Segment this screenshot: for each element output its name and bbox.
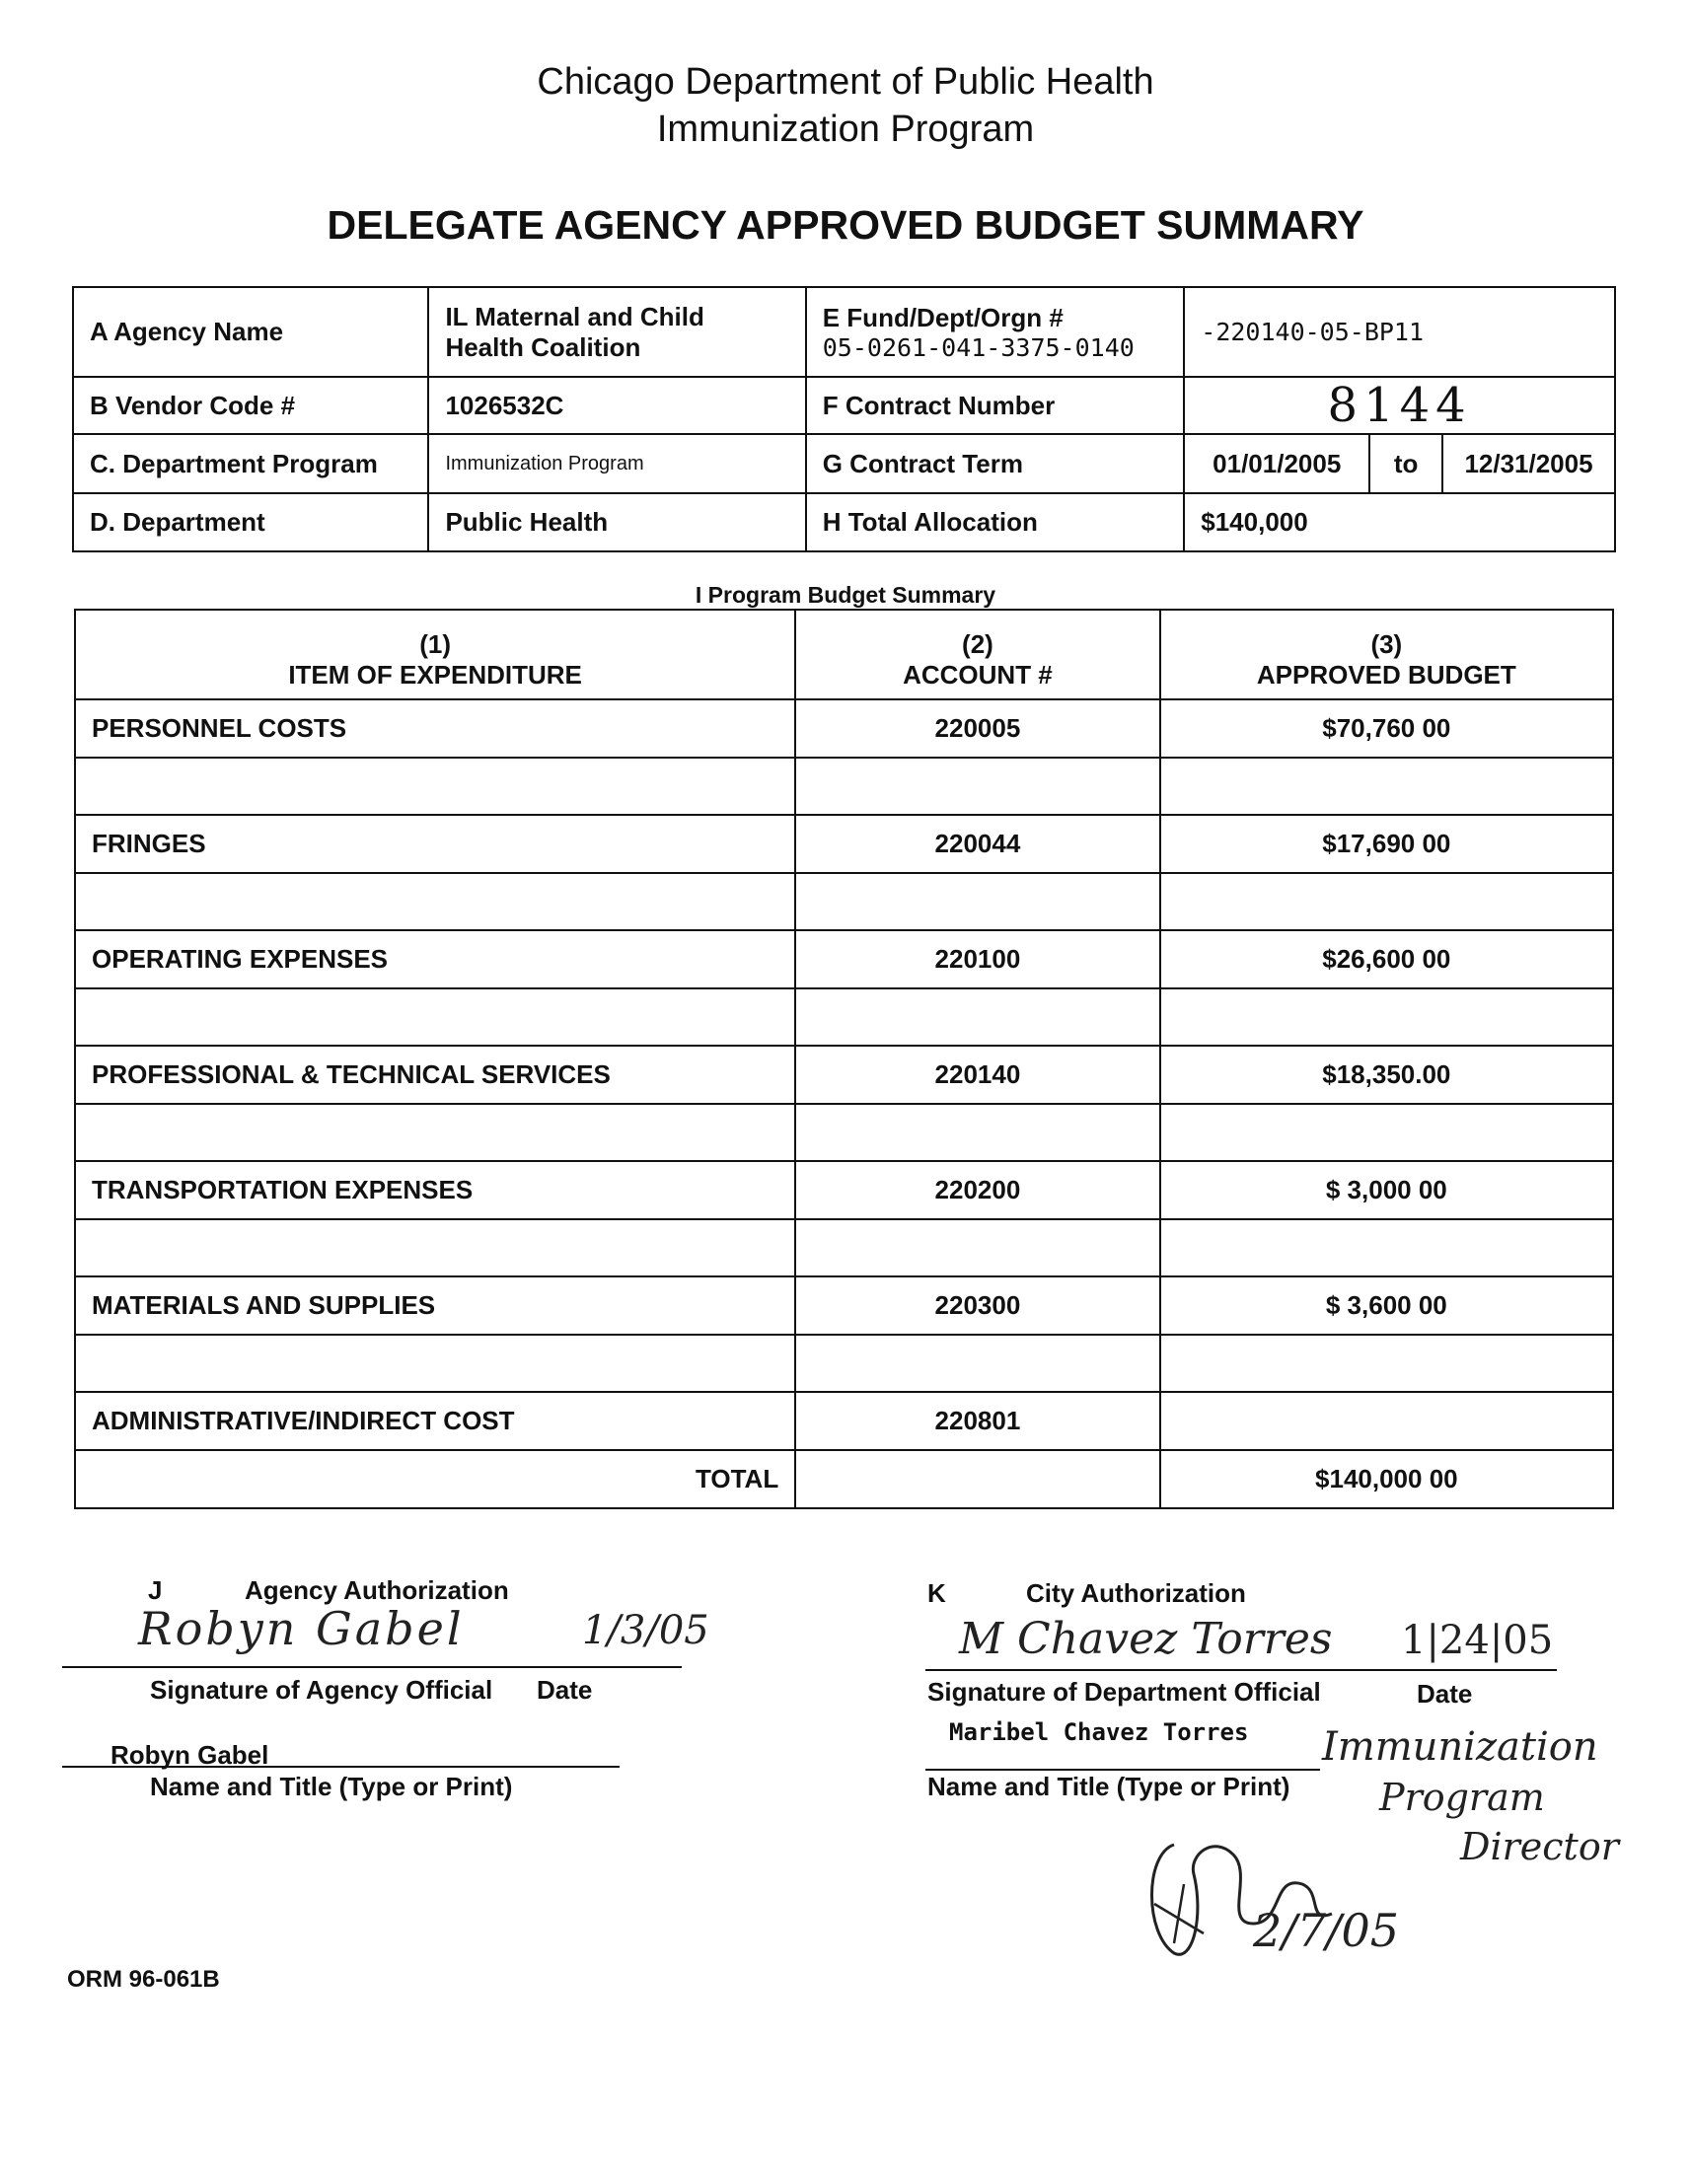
item-cell: MATERIALS AND SUPPLIES [75, 1276, 795, 1335]
city-auth-title: City Authorization [1026, 1578, 1246, 1608]
col-budget-header [1160, 610, 1613, 699]
contract-term-to: to [1369, 434, 1442, 493]
col-account-number: (2) [962, 629, 993, 659]
budget-header-row [75, 610, 1613, 699]
amount-cell [1160, 1392, 1613, 1450]
agency-name-label: Name and Title (Type or Print) [150, 1772, 513, 1801]
agency-signature-label: Signature of Agency Official [150, 1675, 493, 1705]
item-cell: TRANSPORTATION EXPENSES [75, 1161, 795, 1219]
amount-cell: $26,600 00 [1160, 930, 1613, 988]
fund-cell [806, 287, 1185, 377]
agency-date-label: Date [537, 1675, 593, 1705]
city-hand-title-2: Program [1379, 1776, 1545, 1819]
budget-table [74, 609, 1614, 1509]
blank-row [75, 1219, 1613, 1276]
total-allocation-value: $140,000 [1184, 493, 1615, 551]
total-row [75, 1450, 1613, 1508]
amount-cell: $17,690 00 [1160, 815, 1613, 873]
contract-term-end: 12/31/2005 [1442, 434, 1615, 493]
item-cell: FRINGES [75, 815, 795, 873]
item-cell: PERSONNEL COSTS [75, 699, 795, 758]
agency-auth-letter: J [148, 1575, 163, 1605]
fund-value: 05-0261-041-3375-0140 [822, 332, 1135, 362]
department-value: Public Health [428, 493, 805, 551]
header-line-1: Chicago Department of Public Health [537, 61, 1154, 103]
city-hand-title-3: Director [1460, 1825, 1619, 1868]
account-cell: 220044 [795, 815, 1159, 873]
initials-date: 2/7/05 [1253, 1904, 1400, 1957]
total-amount: $140,000 00 [1160, 1450, 1613, 1508]
form-number: ORM 96-061B [67, 1966, 220, 1993]
amount-cell: $70,760 00 [1160, 699, 1613, 758]
contract-term-start: 01/01/2005 [1184, 434, 1369, 493]
vendor-code-label: B Vendor Code # [73, 377, 428, 434]
table-row [75, 930, 1613, 988]
table-row [75, 1392, 1613, 1450]
account-cell: 220300 [795, 1276, 1159, 1335]
col-item-number: (1) [419, 629, 451, 659]
department-program-value: Immunization Program [428, 434, 805, 493]
table-row [75, 1046, 1613, 1104]
total-allocation-label: H Total Allocation [806, 493, 1185, 551]
budget-caption: I Program Budget Summary [695, 582, 996, 608]
blank-row [75, 1335, 1613, 1392]
agency-name-line-2: Health Coalition [445, 331, 641, 362]
col-item-header [75, 610, 795, 699]
city-signature-date: 1|24|05 [1401, 1618, 1554, 1663]
vendor-code-value: 1026532C [428, 377, 805, 434]
contract-number-label: F Contract Number [806, 377, 1185, 434]
table-row [75, 1161, 1613, 1219]
fund-label: E Fund/Dept/Orgn # [822, 302, 1064, 332]
contract-number-value: 8144 [1184, 377, 1615, 434]
city-auth-letter: K [927, 1578, 946, 1608]
agency-name-label: A Agency Name [73, 287, 428, 377]
agency-auth-title: Agency Authorization [245, 1575, 509, 1605]
blank-row [75, 758, 1613, 815]
col-budget-number: (3) [1370, 629, 1403, 659]
blank-row [75, 873, 1613, 930]
blank-row [75, 1104, 1613, 1161]
agency-name-line [62, 1766, 620, 1768]
header-line-2: Immunization Program [656, 109, 1035, 150]
account-cell: 220801 [795, 1392, 1159, 1450]
account-cell: 220140 [795, 1046, 1159, 1104]
account-cell: 220200 [795, 1161, 1159, 1219]
amount-cell: $18,350.00 [1160, 1046, 1613, 1104]
item-cell: OPERATING EXPENSES [75, 930, 795, 988]
department-label: D. Department [73, 493, 428, 551]
department-program-label: C. Department Program [73, 434, 428, 493]
city-hand-title-1: Immunization [1322, 1724, 1598, 1770]
account-cell: 220005 [795, 699, 1159, 758]
agency-signature-line [62, 1666, 682, 1668]
amount-cell: $ 3,600 00 [1160, 1276, 1613, 1335]
city-signature: M Chavez Torres [959, 1614, 1333, 1664]
city-name-line [925, 1769, 1320, 1771]
agency-signature: Robyn Gabel [138, 1602, 465, 1655]
city-date-label: Date [1417, 1679, 1473, 1709]
city-name-label: Name and Title (Type or Print) [927, 1772, 1290, 1801]
agency-signature-date: 1/3/05 [582, 1608, 709, 1653]
agency-name-line-1: IL Maternal and Child [445, 301, 704, 331]
city-signature-line [925, 1669, 1557, 1671]
agency-info-table [72, 286, 1616, 552]
account-cell: 220100 [795, 930, 1159, 988]
blank-row [75, 988, 1613, 1046]
fund-value-suffix: -220140-05-BP11 [1184, 287, 1615, 377]
amount-cell: $ 3,000 00 [1160, 1161, 1613, 1219]
item-cell: PROFESSIONAL & TECHNICAL SERVICES [75, 1046, 795, 1104]
city-official-name: Maribel Chavez Torres [949, 1718, 1249, 1746]
page-title: DELEGATE AGENCY APPROVED BUDGET SUMMARY [327, 202, 1364, 248]
col-item-title: ITEM OF EXPENDITURE [288, 660, 582, 690]
table-row [75, 815, 1613, 873]
col-account-header [795, 610, 1159, 699]
item-cell: ADMINISTRATIVE/INDIRECT COST [75, 1392, 795, 1450]
total-label: TOTAL [75, 1450, 795, 1508]
col-budget-title: APPROVED BUDGET [1256, 660, 1516, 690]
table-row [75, 1276, 1613, 1335]
table-row [75, 699, 1613, 758]
contract-term-label: G Contract Term [806, 434, 1185, 493]
col-account-title: ACCOUNT # [903, 660, 1053, 690]
city-signature-label: Signature of Department Official [927, 1677, 1321, 1707]
agency-official-name: Robyn Gabel [110, 1740, 269, 1770]
agency-name-value [428, 287, 805, 377]
